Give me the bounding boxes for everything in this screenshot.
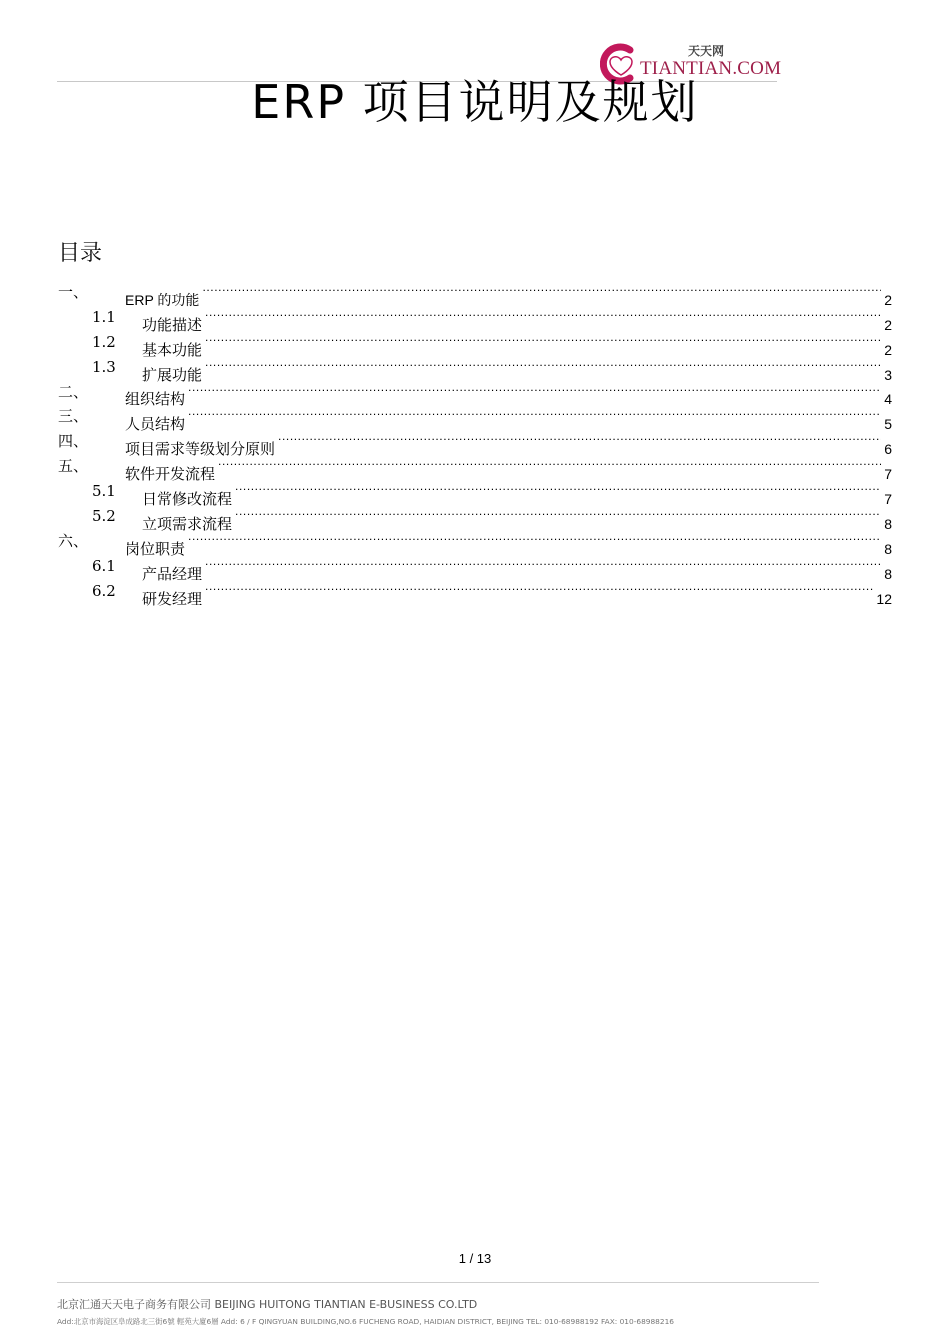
toc-entry-page: 8 xyxy=(884,540,892,557)
toc-entry[interactable] xyxy=(58,454,892,484)
toc-entry-label: 研发经理 xyxy=(142,589,203,608)
logo-en-text: TIANTIAN.COM xyxy=(640,58,782,79)
toc-entry[interactable] xyxy=(58,479,892,509)
toc-entry[interactable] xyxy=(58,330,892,359)
toc-leader-dots xyxy=(188,529,881,554)
toc-entry-label: 软件开发流程 xyxy=(125,465,216,484)
toc-leader-dots xyxy=(205,579,873,604)
toc-entry-page: 8 xyxy=(884,515,892,532)
toc-heading: 目录 xyxy=(58,241,103,266)
toc-entry[interactable] xyxy=(58,529,892,558)
toc-entry-page: 8 xyxy=(884,565,892,582)
toc-entry-number: 六、 xyxy=(58,531,89,550)
toc-entry-label: 岗位职责 xyxy=(125,539,186,558)
toc-leader-dots xyxy=(188,380,881,405)
toc-entry-number: 6.2 xyxy=(92,581,116,600)
toc-entry-page: 12 xyxy=(876,590,892,607)
toc-entry[interactable] xyxy=(58,280,892,308)
toc-leader-dots xyxy=(188,404,881,429)
toc-entry-page: 7 xyxy=(884,466,892,483)
footer-rule xyxy=(57,1282,819,1283)
toc-leader-dots xyxy=(235,479,881,504)
toc-entry-number: 1.3 xyxy=(92,357,116,376)
toc-entry-label: 立项需求流程 xyxy=(142,514,233,533)
logo-cn-text: 天天网 xyxy=(688,44,725,58)
toc-leader-dots xyxy=(205,305,881,330)
toc-entry-page: 6 xyxy=(884,441,892,458)
toc-entry[interactable] xyxy=(58,305,892,334)
footer-company-name: 北京汇通天天电子商务有限公司 BEIJING HUITONG TIANTIAN E-BUSINESS CO.LTD xyxy=(57,1298,478,1311)
toc-entry[interactable] xyxy=(58,504,892,533)
table-of-contents xyxy=(58,280,892,608)
toc-entry-page: 4 xyxy=(884,391,892,408)
toc-entry-page: 3 xyxy=(884,366,892,383)
toc-entry-label: 人员结构 xyxy=(125,415,186,434)
toc-entry-label: 项目需求等级划分原则 xyxy=(125,440,276,459)
toc-entry-number: 1.1 xyxy=(92,307,116,326)
toc-entry-number: 5.2 xyxy=(92,507,116,526)
toc-entry-number: 一、 xyxy=(58,283,89,301)
toc-entry-number: 6.1 xyxy=(92,556,116,575)
toc-entry-page: 7 xyxy=(884,491,892,508)
toc-entry-number: 二、 xyxy=(58,382,89,401)
page-number: 1 / 13 xyxy=(458,1251,492,1266)
footer-address: Add:北京市海淀区阜成路北三街6號 輕苑大廈6層 Add: 6 / F QINGYUAN BUILDING,NO.6 FUCHENG ROAD, HAIDIAN DISTRICT, BEIJING TEL: 010-68988192 FAX: 010-68988216 xyxy=(57,1317,674,1326)
toc-entry[interactable] xyxy=(58,429,892,459)
toc-entry[interactable] xyxy=(58,404,892,434)
toc-entry-number: 四、 xyxy=(58,432,89,451)
toc-leader-dots xyxy=(278,429,881,454)
toc-leader-dots xyxy=(205,330,881,355)
toc-entry-page: 2 xyxy=(884,341,892,358)
toc-entry-number: 5.1 xyxy=(92,482,116,501)
toc-leader-dots xyxy=(235,504,881,529)
toc-entry-label: 日常修改流程 xyxy=(142,490,233,509)
toc-entry-page: 5 xyxy=(884,416,892,433)
toc-entry[interactable] xyxy=(58,579,892,608)
document-title: ERP 项目说明及规划 xyxy=(251,75,699,129)
toc-leader-dots xyxy=(205,355,881,380)
toc-entry-label: 扩展功能 xyxy=(142,365,203,384)
toc-entry-label: 组织结构 xyxy=(125,390,186,409)
toc-entry-page: 2 xyxy=(884,316,892,333)
toc-entry-number: 1.2 xyxy=(92,332,116,351)
toc-entry-label: ERP 的功能 xyxy=(125,291,200,308)
toc-leader-dots xyxy=(205,554,881,579)
toc-entry-number: 五、 xyxy=(58,457,89,476)
toc-entry[interactable] xyxy=(58,380,892,409)
toc-leader-dots xyxy=(202,280,881,305)
toc-entry-page: 2 xyxy=(884,291,892,308)
toc-leader-dots xyxy=(218,454,881,479)
toc-entry-label: 基本功能 xyxy=(142,340,203,359)
toc-entry[interactable] xyxy=(58,554,892,583)
toc-entry-number: 三、 xyxy=(58,407,89,426)
toc-entry[interactable] xyxy=(58,355,892,384)
toc-entry-label: 产品经理 xyxy=(142,564,203,583)
toc-entry-label: 功能描述 xyxy=(142,315,203,334)
